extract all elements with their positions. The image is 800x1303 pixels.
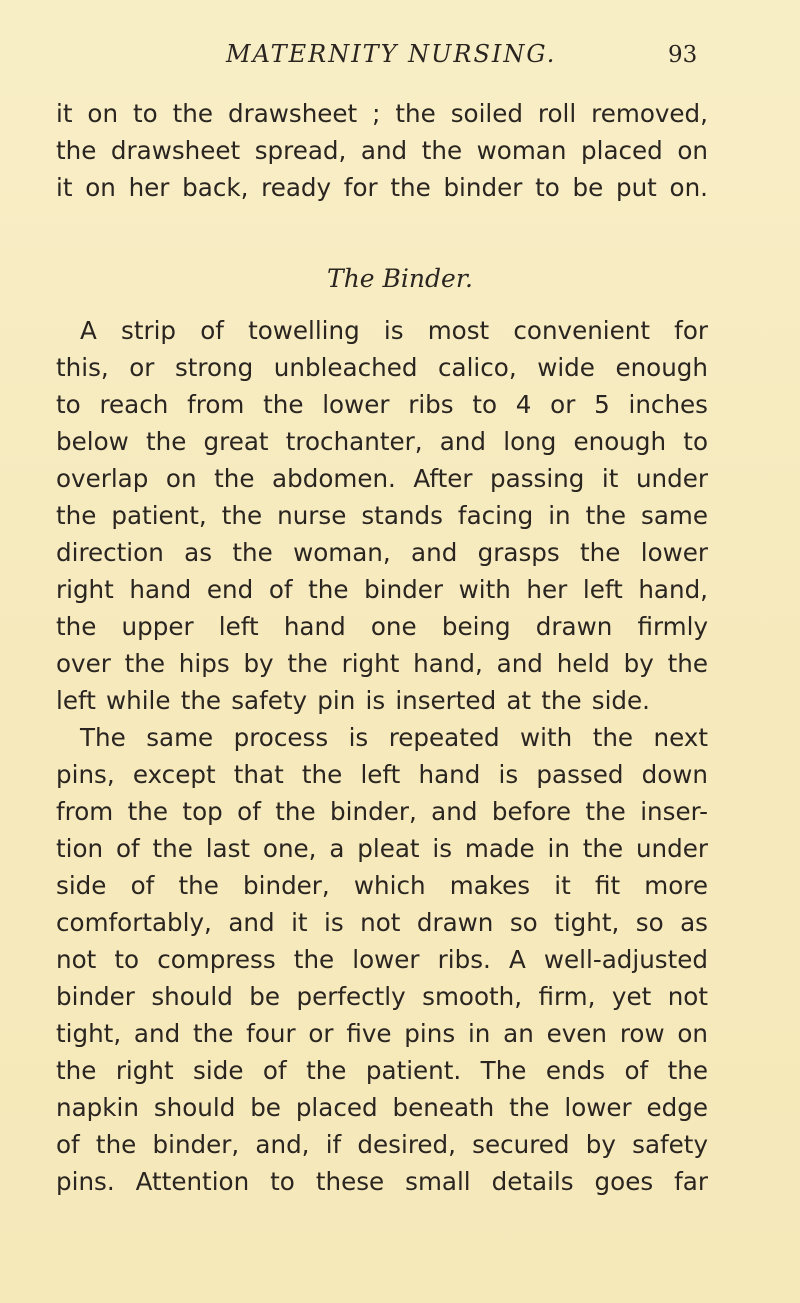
text-line: of the binder, and, if desired, secured by safety bbox=[56, 1130, 708, 1159]
text-line: over the hips by the right hand, and held by the bbox=[56, 649, 708, 678]
page-number: 93 bbox=[668, 42, 698, 68]
text-line: it on to the drawsheet ; the soiled roll removed, bbox=[56, 99, 708, 128]
text-line: it on her back, ready for the binder to be put on. bbox=[56, 173, 708, 202]
text-line: pins. Attention to these small details goes far bbox=[56, 1167, 708, 1196]
text-line: pins, except that the left hand is passed down bbox=[56, 760, 708, 789]
text-line: the patient, the nurse stands facing in the same bbox=[56, 501, 708, 530]
text-line: tight, and the four or five pins in an even row on bbox=[56, 1019, 708, 1048]
text-line: direction as the woman, and grasps the lower bbox=[56, 538, 708, 567]
text-line: right hand end of the binder with her left hand, bbox=[56, 575, 708, 604]
text-line: side of the binder, which makes it fit more bbox=[56, 871, 708, 900]
text-line: from the top of the binder, and before the inser- bbox=[56, 797, 708, 826]
text-line: comfortably, and it is not drawn so tight, so as bbox=[56, 908, 708, 937]
text-line: the right side of the patient. The ends of the bbox=[56, 1056, 708, 1085]
running-head: MATERNITY NURSING. bbox=[226, 40, 557, 68]
text-line: The same process is repeated with the next bbox=[80, 723, 708, 752]
text-line: A strip of towelling is most convenient for bbox=[80, 316, 708, 345]
text-line: the upper left hand one being drawn firmly bbox=[56, 612, 708, 641]
text-line: left while the safety pin is inserted at the side. bbox=[56, 686, 650, 715]
text-line: below the great trochanter, and long enough to bbox=[56, 427, 708, 456]
text-line: the drawsheet spread, and the woman placed on bbox=[56, 136, 708, 165]
text-line: this, or strong unbleached calico, wide enough bbox=[56, 353, 708, 382]
section-heading: The Binder. bbox=[327, 264, 473, 293]
text-line: binder should be perfectly smooth, firm, yet not bbox=[56, 982, 708, 1011]
text-line: tion of the last one, a pleat is made in the under bbox=[56, 834, 708, 863]
text-line: not to compress the lower ribs. A well-adjusted bbox=[56, 945, 708, 974]
text-line: napkin should be placed beneath the lower edge bbox=[56, 1093, 708, 1122]
text-line: overlap on the abdomen. After passing it under bbox=[56, 464, 708, 493]
text-line: to reach from the lower ribs to 4 or 5 inches bbox=[56, 390, 708, 419]
